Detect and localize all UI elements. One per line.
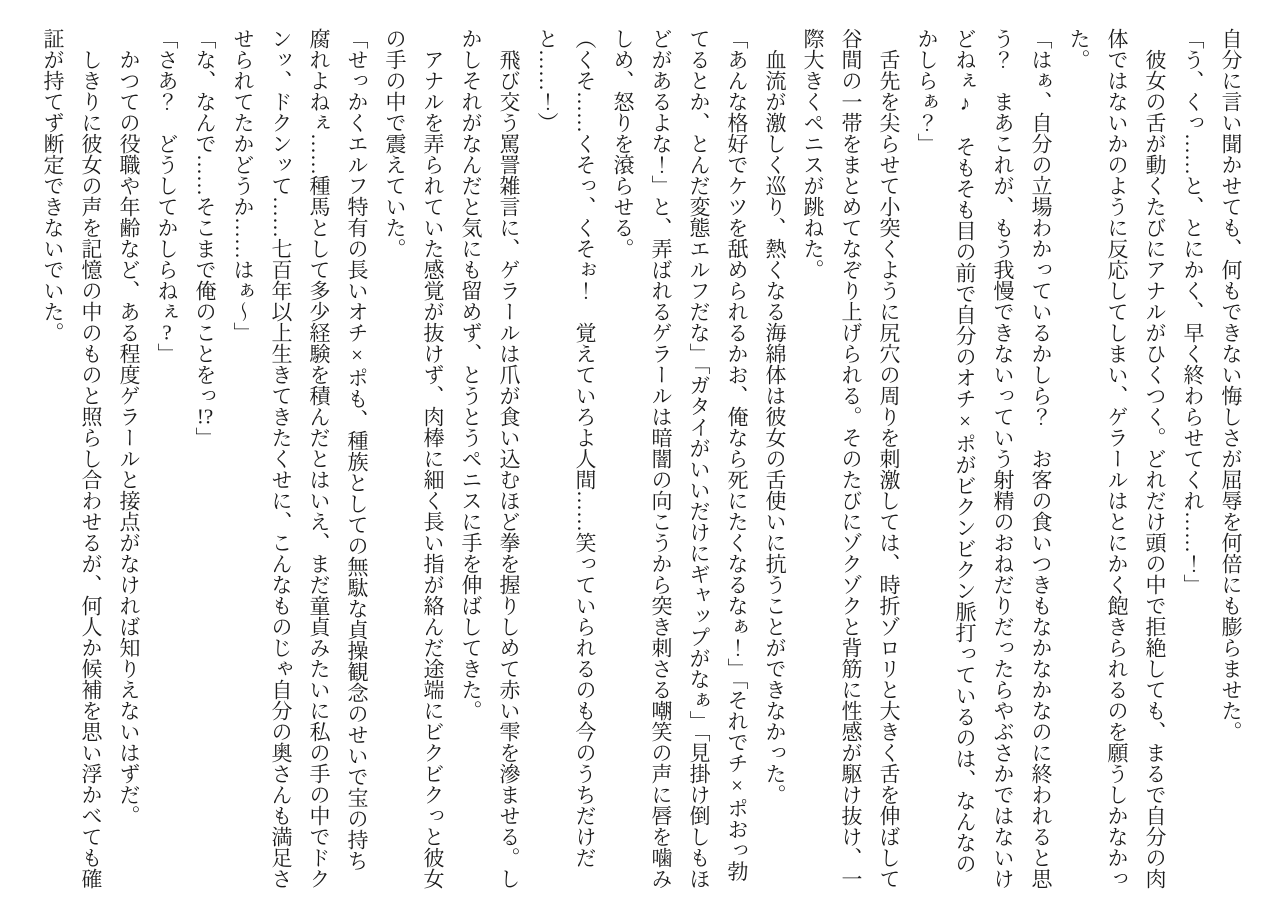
novel-page [34, 28, 1250, 890]
paragraph: 飛び交う罵詈雑言に、ゲラールは爪が食い込むほど拳を握りしめて赤い雫を滲ませる。しかしそれがなんだと気にも留めず、とうとうペニスに手を伸ばしてきた。 [459, 28, 521, 889]
paragraph: しきりに彼女の声を記憶の中のものと照らし合わせるが、何人か候補を思い浮かべても確証が持てず断定できないでいた。 [41, 28, 103, 889]
paragraph: アナルを弄られていた感覚が抜けず、肉棒に細く長い指が絡んだ途端にビクビクっと彼女の手の中で震えていた。 [383, 28, 445, 889]
paragraph: 「な、なんで……そこまで俺のことをっ!?」 [193, 28, 217, 448]
paragraph: 彼女の舌が動くたびにアナルがひくつく。どれだけ頭の中で拒絶しても、まるで自分の肉体ではないかのように反応してしまい、ゲラールはとにかく飽きられるのを願うしかなかった。 [1067, 28, 1167, 889]
paragraph: 「はぁ、自分の立場わかっているかしら？ お客の食いつきもなかなかなのに終われると思う？ まあこれが、もう我慢できないっていう射精のおねだりだったらやぶさかではないけどねぇ♪ そもそも目の前で自分のオチ×ポがビクンビクン脈打っているのは、なんなのかしらぁ？」 [915, 28, 1053, 889]
paragraph: 「う、くっ……と、とにかく、早く終わらせてくれ……！」 [1181, 28, 1205, 595]
paragraph: 「せっかくエルフ特有の長いオチ×ポも、種族としての無駄な貞操観念のせいで宝の持ち腐れよねぇ……種馬として多少経験を積んだとはいえ、まだ童貞みたいに私の手の中でドクンッ、ドクンッて……七百年以上生きてきたくせに、こんなものじゃ自分の奥さんも満足させられてたかどうか……はぁ～」 [231, 28, 369, 889]
paragraph: （くそ……くそっ、くそぉ！ 覚えていろよ人間……笑っていられるのも今のうちだけだと……！） [535, 28, 597, 868]
paragraph: 「あんな格好でケツを舐められるかお、俺なら死にたくなるなぁ！」「それでチ×ポおっ勃てるとか、とんだ変態エルフだな」「ガタイがいいだけにギャップがなぁ」「見掛け倒しもほどがあるよな！」と、弄ばれるゲラールは暗闇の向こうから突き刺さる嘲笑の声に唇を噛みしめ、怒りを滾らせる。 [611, 28, 749, 889]
paragraph: 「さあ？ どうしてかしらねぇ?」 [155, 28, 179, 364]
paragraph: 舌先を尖らせて小突くように尻穴の周りを刺激しては、時折ゾロリと大きく舌を伸ばして谷間の一帯をまとめてなぞり上げられる。そのたびにゾクゾクと背筋に性感が駆け抜け、一際大きくペニスが跳ねた。 [801, 28, 901, 889]
paragraph: 血流が激しく巡り、熱くなる海綿体は彼女の舌使いに抗うことができなかった。 [763, 28, 787, 805]
paragraph: 自分に言い聞かせても、何もできない悔しさが屈辱を何倍にも膨らませた。 [1219, 28, 1243, 742]
paragraph: かつての役職や年齢など、ある程度ゲラールと接点がなければ知りえないはずだ。 [117, 28, 141, 826]
